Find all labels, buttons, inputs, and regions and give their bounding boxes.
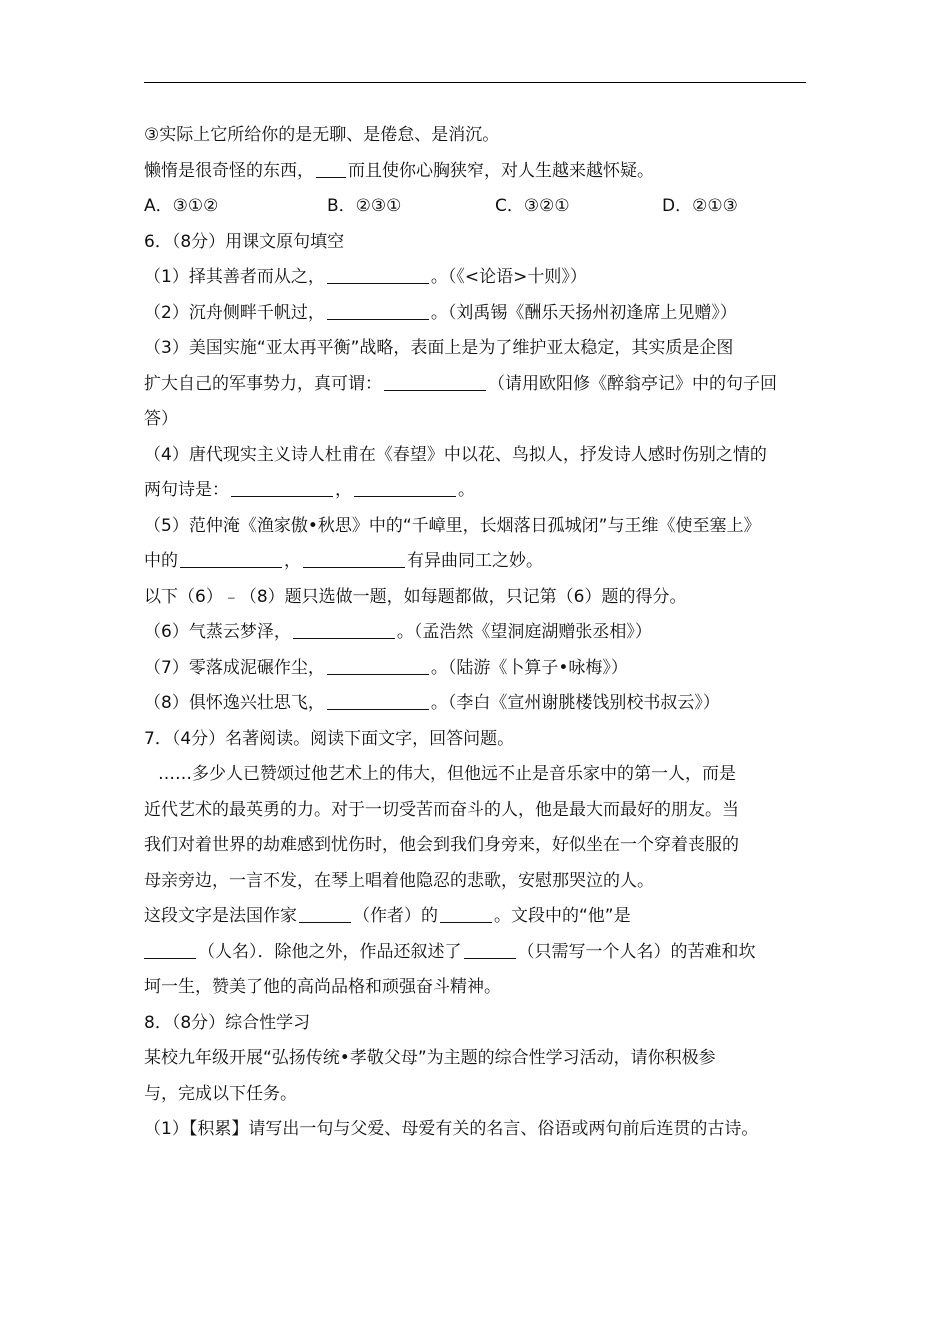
answer-blank[interactable] bbox=[180, 549, 282, 568]
q8-intro-line2: 与，完成以下任务。 bbox=[144, 1083, 297, 1104]
q5-item3: ③实际上它所给你的是无聊、是倦怠、是消沉。 bbox=[144, 125, 500, 145]
q6-s5-line2: 中的 ， 有异曲同工之妙。 bbox=[144, 551, 543, 571]
q6-heading: 6．（8分）用课文原句填空 bbox=[144, 231, 345, 252]
q6-s2: （2）沉舟侧畔千帆过， 。（刘禹锡《酬乐天扬州初逢席上见赠》） bbox=[144, 302, 737, 323]
header-rule bbox=[144, 82, 806, 83]
answer-blank[interactable] bbox=[231, 478, 333, 497]
q6-s8: （8）俱怀逸兴壮思飞， 。（李白《宣州谢朓楼饯别校书叔云》） bbox=[144, 693, 720, 713]
choice-a[interactable]: A．③①② bbox=[144, 196, 219, 216]
answer-blank[interactable] bbox=[464, 940, 516, 959]
q6-s3-line2: 扩大自己的军事势力，真可谓： （请用欧阳修《醉翁亭记》中的句子回 bbox=[144, 373, 777, 394]
answer-blank[interactable] bbox=[299, 904, 351, 923]
choice-b[interactable]: B．②③① bbox=[327, 196, 402, 216]
answer-blank[interactable] bbox=[303, 549, 405, 568]
answer-blank[interactable] bbox=[144, 940, 196, 959]
answer-blank[interactable] bbox=[293, 620, 395, 639]
answer-blank[interactable] bbox=[327, 301, 429, 320]
choice-d[interactable]: D．②①③ bbox=[662, 196, 738, 216]
q8-intro-line1: 某校九年级开展“弘扬传统•孝敬父母”为主题的综合性学习活动，请你积极参 bbox=[144, 1048, 716, 1068]
q8-heading: 8．（8分）综合性学习 bbox=[144, 1012, 311, 1033]
answer-blank[interactable] bbox=[327, 691, 429, 710]
q7-ask-line2: （人名）．除他之外，作品还叙述了 （只需写一个人名）的苦难和坎 bbox=[144, 935, 808, 971]
q6-s4-line2: 两句诗是： ， 。 bbox=[144, 480, 475, 500]
answer-blank[interactable] bbox=[354, 478, 456, 497]
page-content bbox=[144, 118, 808, 1148]
q6-s3-line1: （3）美国实施“亚太再平衡”战略，表面上是为了维护亚太稳定，其实质是企图 bbox=[144, 338, 734, 358]
q7-passage-line: 近代艺术的最英勇的力。对于一切受苦而奋斗的人，他是最大而最好的朋友。当 bbox=[144, 799, 739, 820]
q6-s5-line1: （5）范仲淹《渔家傲•秋思》中的“千嶂里，长烟落日孤城闭”与王维《使至塞上》 bbox=[144, 515, 761, 536]
q7-ask-line3: 坷一生，赞美了他的高尚品格和顽强奋斗精神。 bbox=[144, 977, 501, 997]
choice-c[interactable]: C．③②① bbox=[495, 196, 570, 216]
q5-choices bbox=[144, 189, 808, 225]
q7-ask-line1: 这段文字是法国作家 （作者）的 。文段中的“他”是 bbox=[144, 906, 631, 926]
answer-blank[interactable] bbox=[440, 904, 492, 923]
answer-blank[interactable] bbox=[316, 159, 346, 178]
answer-blank[interactable] bbox=[327, 265, 429, 284]
q6-s3-line3: 答） bbox=[144, 409, 178, 429]
q7-passage-line: ……多少人已赞颂过他艺术上的伟大，但他远不止是音乐家中的第一人，而是 bbox=[158, 764, 736, 784]
answer-blank[interactable] bbox=[327, 656, 429, 675]
q8-task1: （1）【积累】请写出一句与父爱、母爱有关的名言、俗语或两句前后连贯的古诗。 bbox=[144, 1119, 759, 1139]
q7-passage-line: 母亲旁边，一言不发，在琴上唱着他隐忍的悲歌，安慰那哭泣的人。 bbox=[144, 870, 654, 891]
q6-s6: （6）气蒸云梦泽， 。（孟浩然《望洞庭湖赠张丞相》） bbox=[144, 622, 652, 642]
q6-s7: （7）零落成泥碾作尘， 。（陆游《卜算子•咏梅》） bbox=[144, 657, 628, 678]
answer-blank[interactable] bbox=[384, 372, 486, 391]
q7-passage-line: 我们对着世界的劫难感到忧伤时，他会到我们身旁来，好似坐在一个穿着丧服的 bbox=[144, 835, 739, 855]
q6-s1: （1）择其善者而从之， 。（《<论语>十则》） bbox=[144, 267, 587, 287]
q6-note: 以下（6）﹣（8）题只选做一题，如每题都做，只记第（6）题的得分。 bbox=[144, 586, 687, 607]
q7-heading: 7．（4分）名著阅读。阅读下面文字，回答问题。 bbox=[144, 728, 515, 749]
q6-s4-line1: （4）唐代现实主义诗人杜甫在《春望》中以花、鸟拟人，抒发诗人感时伤别之情的 bbox=[144, 444, 767, 465]
q5-sentence: 懒惰是很奇怪的东西， 而且使你心胸狭窄，对人生越来越怀疑。 bbox=[144, 160, 654, 181]
